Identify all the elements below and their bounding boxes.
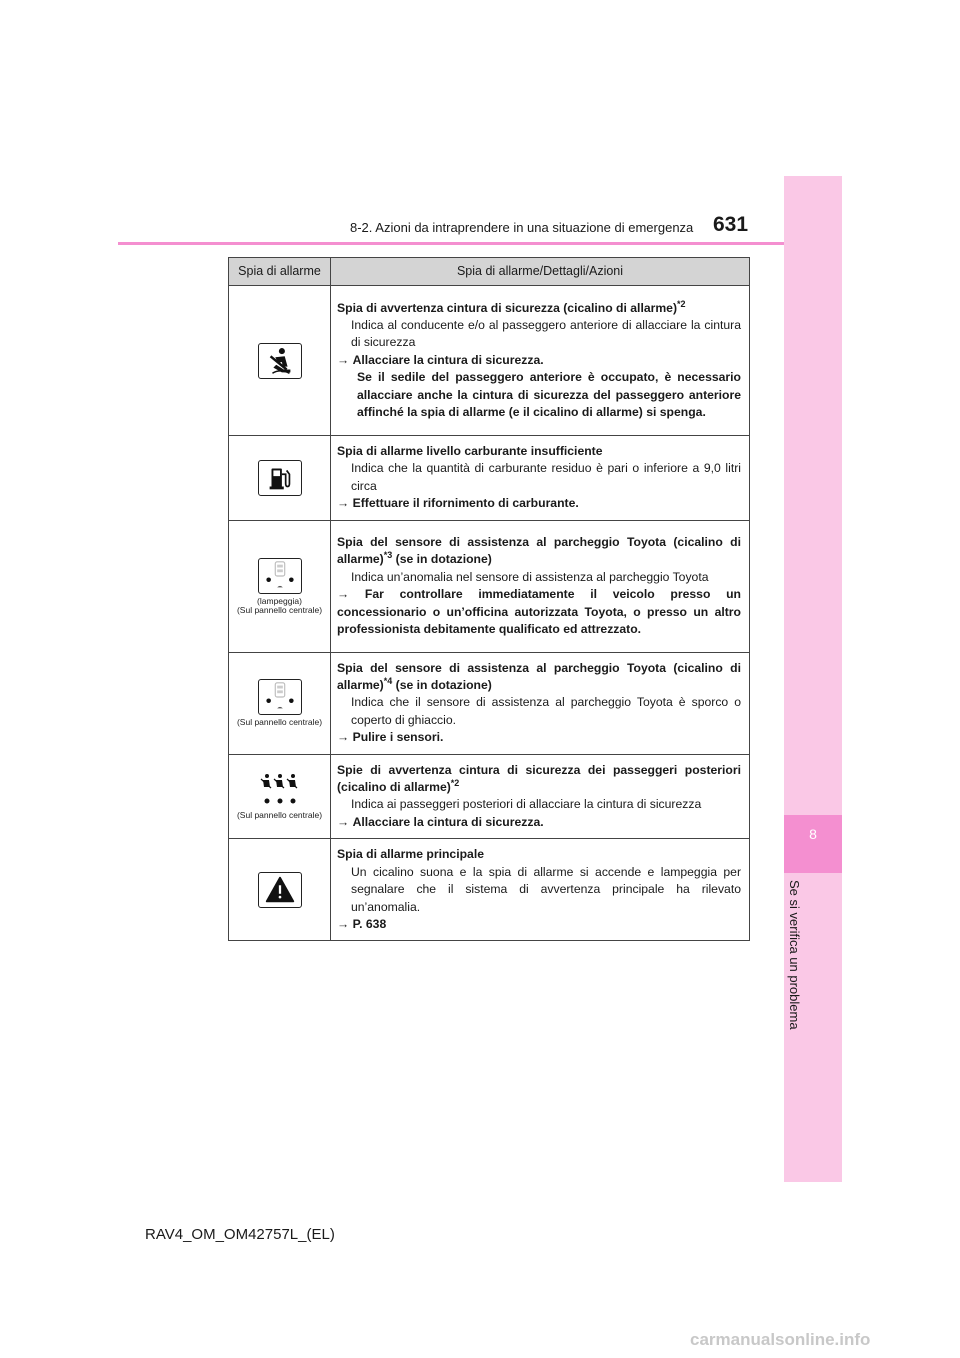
footnote-ref: *2 xyxy=(677,298,686,309)
row-title-suffix: (se in dotazione) xyxy=(392,552,492,567)
row-title: Spia di avvertenza cintura di sicurezza (cicalino di allarme) xyxy=(337,300,678,315)
chapter-tab-active[interactable] xyxy=(784,815,842,873)
row-title: Spia di allarme principale xyxy=(337,847,484,862)
row-action: Allacciare la cintura di sicurezza. xyxy=(352,352,544,367)
icon-note-location: (Sul pannello centrale) xyxy=(236,717,323,728)
column-header-detail: Spia di allarme/Dettagli/Azioni xyxy=(331,258,750,286)
seatbelt-warning-icon xyxy=(258,343,302,379)
footnote-ref: *2 xyxy=(450,778,460,788)
rear-seatbelt-warning-icon xyxy=(258,772,302,808)
row-action: Effettuare il rifornimento di carburante. xyxy=(352,496,579,511)
fuel-pump-icon xyxy=(258,460,302,496)
row-description: Un cicalino suona e la spia di allarme si accende e lampeggia per segnalare che il sistema di avvertenza principale ha rilevato un’anomalia. xyxy=(351,864,741,914)
icon-note-location: (Sul pannello centrale) xyxy=(236,810,323,821)
table-row xyxy=(229,520,750,652)
footnote-ref: *3 xyxy=(383,550,393,561)
chapter-side-tab xyxy=(784,176,842,1182)
footnote-ref: *4 xyxy=(383,675,393,686)
section-breadcrumb: 8-2. Azioni da intraprendere in una situazione di emergenza xyxy=(350,220,694,235)
table-row xyxy=(229,652,750,754)
row-action: Allacciare la cintura di sicurezza. xyxy=(352,814,544,829)
arrow-icon: → xyxy=(337,730,350,745)
table-row xyxy=(229,754,750,839)
table-row xyxy=(229,436,750,521)
arrow-icon: → xyxy=(337,352,350,367)
master-warning-icon xyxy=(258,872,302,908)
arrow-icon: → xyxy=(337,916,350,931)
table-row xyxy=(229,839,750,941)
row-description: Indica ai passeggeri posteriori di allacciare la cintura di sicurezza xyxy=(351,797,702,812)
row-description: Indica che la quantità di carburante residuo è pari o inferiore a 9,0 litri circa xyxy=(351,461,741,493)
watermark: carmanualsonline.info xyxy=(690,1330,871,1349)
row-title: Spia di allarme livello carburante insufficiente xyxy=(337,444,603,458)
warning-light-table xyxy=(228,257,750,941)
row-description: Indica al conducente e/o al passeggero anteriore di allacciare la cintura di sicurezza xyxy=(351,317,741,350)
page-number: 631 xyxy=(713,213,749,236)
header-rule xyxy=(118,242,784,245)
document-code: RAV4_OM_OM42757L_(EL) xyxy=(145,1226,335,1243)
row-extra: Se il sedile del passeggero anteriore è occupato, è necessario allacciare anche la cintura di sicurezza del passeggero anteriore affinché la spia di allarme (e il cicalino di allarme) si spenga. xyxy=(357,370,741,420)
icon-note-flashing: (lampeggia) xyxy=(257,595,302,606)
row-action: Pulire i sensori. xyxy=(352,730,444,745)
arrow-icon: → xyxy=(337,496,350,511)
chapter-title: Se si verifica un problema xyxy=(787,880,802,1030)
page-reference-link[interactable]: P. 638 xyxy=(352,916,387,931)
table-header-row xyxy=(229,258,750,286)
parking-sensor-icon xyxy=(258,558,302,594)
row-action: Far controllare immediatamente il veicolo presso un concessionario o un’officina autorizzata Toyota, o presso un altro professionista debitamente qualificato ed attrezzato. xyxy=(337,587,741,636)
row-description: Indica che il sensore di assistenza al parcheggio Toyota è sporco o coperto di ghiaccio. xyxy=(351,695,741,727)
chapter-number: 8 xyxy=(809,826,817,842)
row-description: Indica un’anomalia nel sensore di assistenza al parcheggio Toyota xyxy=(351,569,709,584)
arrow-icon: → xyxy=(337,814,350,829)
row-title: Spia del sensore di assistenza al parcheggio Toyota (cicalino di allarme) xyxy=(337,660,741,693)
column-header-icon: Spia di allarme xyxy=(229,258,331,286)
parking-sensor-icon xyxy=(258,679,302,715)
arrow-icon: → xyxy=(337,587,350,602)
table-row xyxy=(229,286,750,436)
row-title: Spia del sensore di assistenza al parcheggio Toyota (cicalino di allarme) xyxy=(337,534,741,567)
icon-note-location: (Sul pannello centrale) xyxy=(236,604,323,615)
row-title: Spie di avvertenza cintura di sicurezza dei passeggeri posteriori (cicalino di allarme) xyxy=(337,762,741,795)
row-title-suffix: (se in dotazione) xyxy=(392,678,492,693)
